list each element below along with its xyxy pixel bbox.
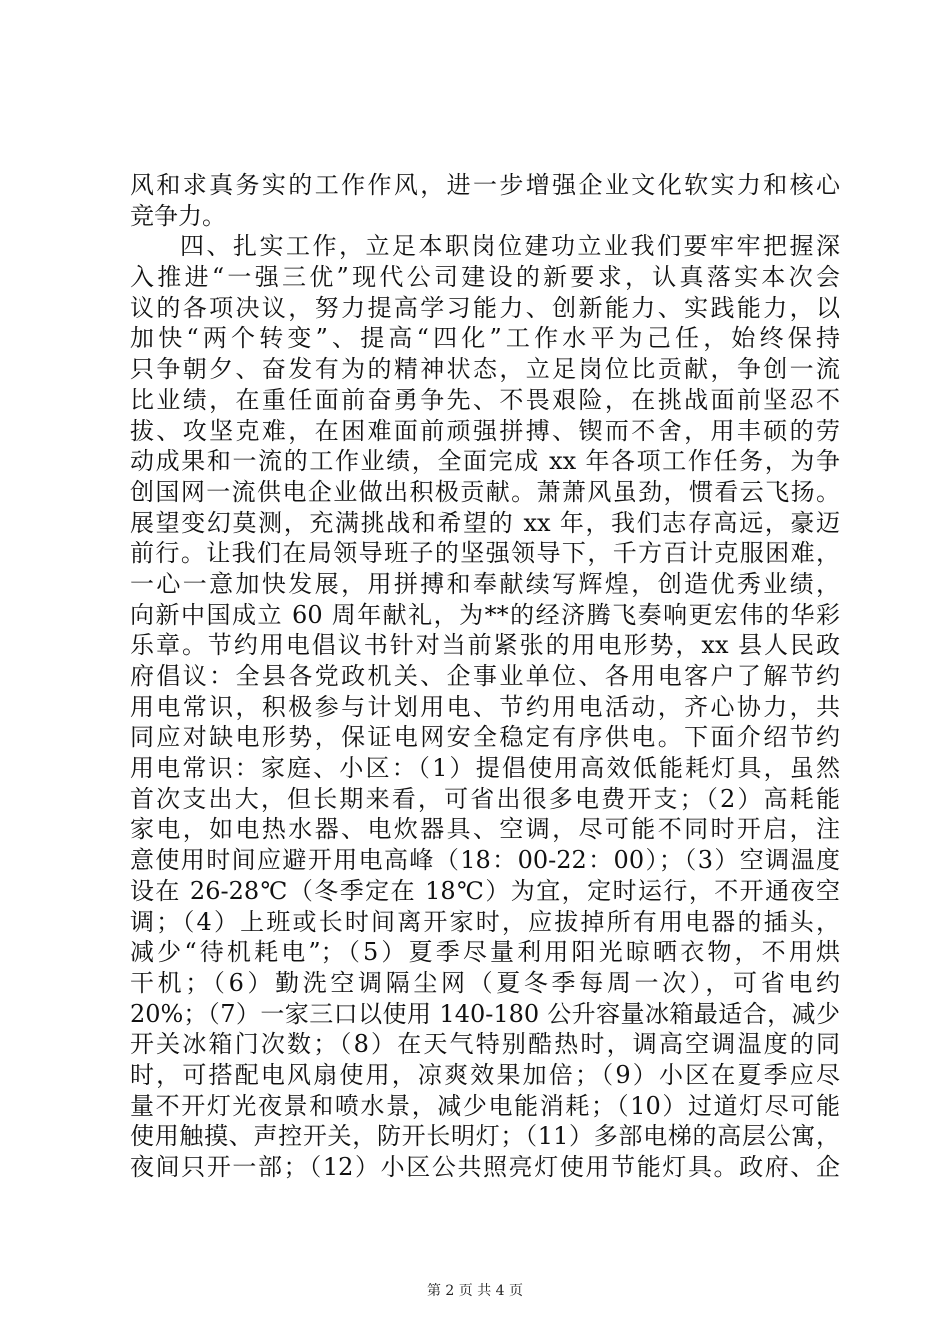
text-line: 拔、攻坚克难，在困难面前顽强拼搏、锲而不舍，用丰硕的劳 (130, 416, 840, 445)
text-line: 用电常识，积极参与计划用电、节约用电活动，齐心协力，共 (130, 692, 840, 721)
text-line: 只争朝夕、奋发有为的精神状态，立足岗位比贡献，争创一流 (130, 355, 840, 384)
text-line: 20%；（7）一家三口以使用 140-180 公升容量冰箱最适合，减少 (130, 999, 840, 1028)
text-line: 家电，如电热水器、电炊器具、空调，尽可能不同时开启，注 (130, 815, 840, 844)
text-line: 风和求真务实的工作作风，进一步增强企业文化软实力和核心 (130, 171, 840, 199)
text-line: 意使用时间应避开用电高峰（18：00-22：00）；（3）空调温度 (130, 846, 840, 875)
text-line: 一心一意加快发展，用拼搏和奉献续写辉煌，创造优秀业绩， (130, 569, 840, 598)
text-line: 设在 26-28℃（冬季定在 18℃）为宜，定时运行，不开通夜空 (130, 876, 840, 905)
text-line: 议的各项决议，努力提高学习能力、创新能力、实践能力，以 (130, 293, 840, 322)
text-line: 竞争力。 (130, 201, 226, 230)
text-line: 前行。让我们在局领导班子的坚强领导下，千方百计克服困难， (130, 539, 840, 568)
text-line: 四、扎实工作，立足本职岗位建功立业我们要牢牢把握深 (180, 232, 840, 261)
text-line: 展望变幻莫测，充满挑战和希望的 xx 年，我们志存高远，豪迈 (130, 508, 840, 537)
text-line: 创国网一流供电企业做出积极贡献。萧萧风虽劲，惯看云飞扬。 (130, 477, 840, 506)
text-line: 首次支出大，但长期来看，可省出很多电费开支；（2）高耗能 (130, 784, 840, 813)
text-line: 比业绩，在重任面前奋勇争先、不畏艰险，在挑战面前坚忍不 (130, 385, 840, 414)
text-line: 向新中国成立 60 周年献礼，为**的经济腾飞奏响更宏伟的华彩 (130, 600, 840, 629)
text-line: 同应对缺电形势，保证电网安全稳定有序供电。下面介绍节约 (130, 723, 840, 752)
text-line: 使用触摸、声控开关，防开长明灯；（11）多部电梯的高层公寓， (130, 1122, 840, 1151)
text-line: 开关冰箱门次数；（8）在天气特别酷热时，调高空调温度的同 (130, 1030, 840, 1059)
text-line: 动成果和一流的工作业绩，全面完成 xx 年各项工作任务，为争 (130, 447, 840, 476)
text-line: 调；（4）上班或长时间离开家时，应拔掉所有用电器的插头， (130, 907, 840, 936)
text-line: 干机；（6）勤洗空调隔尘网（夏冬季每周一次），可省电约 (130, 968, 840, 997)
body-text (130, 170, 840, 1183)
text-line: 入推进“一强三优”现代公司建设的新要求，认真落实本次会 (130, 263, 840, 292)
text-line: 乐章。节约用电倡议书针对当前紧张的用电形势，xx 县人民政 (130, 631, 840, 660)
text-line: 量不开灯光夜景和喷水景，减少电能消耗；（10）过道灯尽可能 (130, 1091, 840, 1120)
text-line: 加快“两个转变”、提高“四化”工作水平为己任，始终保持 (130, 324, 840, 353)
text-line: 减少“待机耗电”；（5）夏季尽量利用阳光晾晒衣物，不用烘 (130, 938, 840, 967)
text-line: 时，可搭配电风扇使用，凉爽效果加倍；（9）小区在夏季应尽 (130, 1060, 840, 1089)
text-line: 府倡议：全县各党政机关、企事业单位、各用电客户了解节约 (130, 662, 840, 690)
text-line: 夜间只开一部；（12）小区公共照亮灯使用节能灯具。政府、企 (130, 1153, 840, 1181)
text-line: 用电常识：家庭、小区：（1）提倡使用高效低能耗灯具，虽然 (130, 754, 840, 783)
page-footer: 第 2 页 共 4 页 (426, 1283, 524, 1299)
